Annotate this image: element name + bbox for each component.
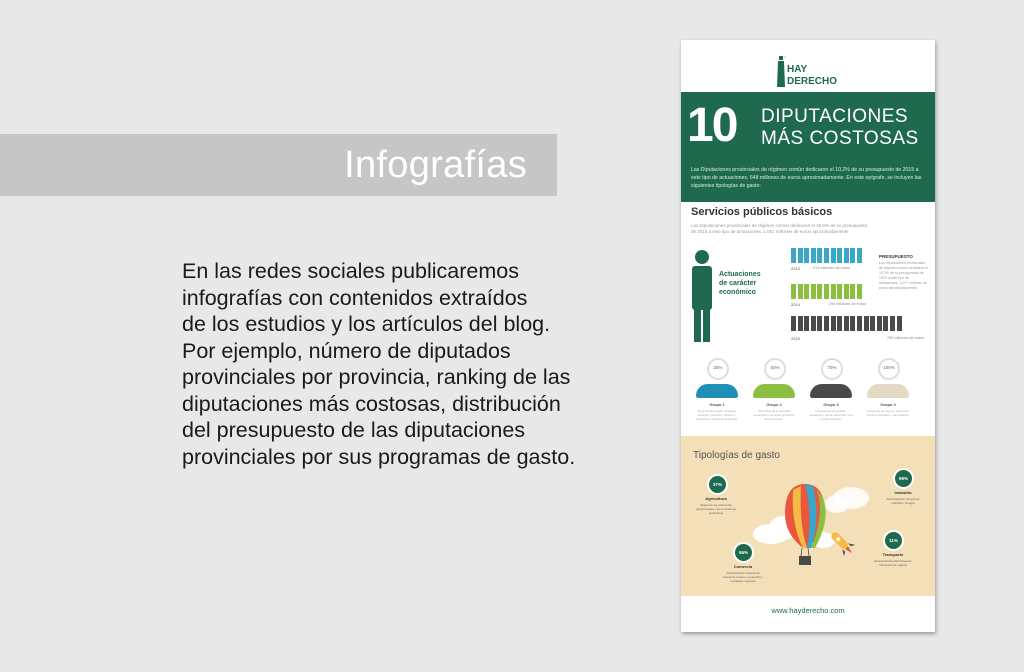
- person-icon: [791, 284, 796, 299]
- presupuesto-text: Las Diputaciones provinciales de régimen común dedicaron el 10,2% de su presupuesto de 2015 a este tipo de actuaciones, 1.077 millones de euros aproximadamente.: [879, 261, 929, 290]
- person-icon: [844, 316, 849, 331]
- group-mound: [696, 384, 738, 398]
- person-icon: [817, 248, 822, 263]
- tipologia-percent: 11%: [883, 530, 904, 551]
- person-icon: [824, 248, 829, 263]
- person-icon: [877, 316, 882, 331]
- actuaciones-line: económico: [719, 289, 756, 296]
- person-icon: [804, 316, 809, 331]
- person-icon: [850, 284, 855, 299]
- section-title: Servicios públicos básicos: [691, 206, 833, 218]
- group-text: Promoción de la actividad económica y del tejido productivo de la provincia.: [753, 409, 795, 421]
- tipologia-text: Administración General de Industria y energía: [886, 497, 920, 505]
- row-year: 2013: [791, 266, 800, 271]
- description-line: Por ejemplo, número de diputados: [182, 338, 511, 363]
- group-name: Grupo 1: [709, 402, 725, 407]
- person-icon: [864, 316, 869, 331]
- group-percent: [821, 358, 843, 380]
- description-line: diputaciones más costosas, distribución: [182, 391, 561, 416]
- person-icon: [791, 248, 796, 263]
- logo-text: DERECHO: [787, 76, 838, 87]
- group-name: Grupo 3: [823, 402, 839, 407]
- person-icon: [837, 316, 842, 331]
- description-line: infografías con contenidos extraídos: [182, 285, 528, 310]
- group-percent-value: 25%: [713, 365, 723, 370]
- tipologia-percent: 37%: [707, 474, 728, 495]
- description-line: provinciales por sus programas de gasto.: [182, 444, 576, 469]
- hero-intro: Las Diputaciones provinciales de régimen común dedicaron el 10,2% de su presupuesto de 2015 a este tipo de actuaciones, 648 millones de euros aproximadamente. En este epígrafe, se incluyen las siguientes tipologías de gasto:: [691, 167, 922, 189]
- group-text: Infraestructuras agrarias, ganadería y pesca, desarrollo rural y medio ambiente.: [809, 409, 853, 421]
- hero-block: [681, 92, 935, 202]
- person-icon: [804, 284, 809, 299]
- person-icon: [831, 284, 836, 299]
- person-icon: [824, 316, 829, 331]
- group-text: Transporte de viajeros, carreteras, caminos vecinales y vías públicas.: [866, 409, 910, 417]
- banner-title: Infografías: [344, 144, 527, 186]
- description-line: de los estudios y los artículos del blog.: [182, 312, 551, 336]
- group-percent: [707, 358, 729, 380]
- people-row: [791, 248, 864, 264]
- description-line: del presupuesto de las diputaciones: [182, 418, 526, 442]
- hot-air-balloon-icon: [785, 484, 826, 565]
- tipologia-label: Comercio: [733, 564, 753, 569]
- person-icon: [883, 316, 888, 331]
- tipologia-text: Administración General de Comercio, turismo y pequeñas y medianas empresas: [722, 571, 764, 583]
- person-icon: [857, 248, 862, 263]
- person-icon: [817, 284, 822, 299]
- group-percent-value: 100%: [883, 365, 895, 370]
- group-card: [693, 358, 741, 428]
- people-row: [791, 316, 903, 332]
- person-icon: [811, 248, 816, 263]
- person-icon: [811, 284, 816, 299]
- group-text: Fomento del empleo, Industria, Energía, Comercio, Turismo y Pequeñas y medianas empresas.: [696, 409, 738, 421]
- person-icon: [837, 248, 842, 263]
- person-icon: [798, 316, 803, 331]
- person-icon: [897, 316, 902, 331]
- description-text: [182, 258, 632, 470]
- group-percent: [764, 358, 786, 380]
- tipologias-section: [681, 436, 935, 596]
- group-mound: [867, 384, 909, 398]
- group-name: Grupo 4: [880, 402, 896, 407]
- group-mound: [810, 384, 852, 398]
- tipologia-percent: 69%: [893, 468, 914, 489]
- balloon-illustration: [741, 464, 891, 574]
- group-name: Grupo 2: [766, 402, 782, 407]
- actuaciones-label: [719, 270, 761, 297]
- people-row: [791, 284, 864, 300]
- row-year: 2014: [791, 302, 800, 307]
- person-icon: [857, 316, 862, 331]
- tipologia-text: Infraestructuras del transporte. Transporte de viajeros: [873, 559, 913, 567]
- person-icon: [857, 284, 862, 299]
- tipologias-heading: Tipologías de gasto: [693, 450, 780, 461]
- tipologia-label: Transporte: [882, 552, 904, 557]
- infographic-preview: [681, 40, 935, 632]
- person-icon: [791, 316, 796, 331]
- person-icon: [831, 248, 836, 263]
- person-icon: [798, 248, 803, 263]
- logo-text: HAY: [787, 64, 808, 75]
- group-card: [807, 358, 855, 428]
- person-icon: [798, 284, 803, 299]
- hero-subtitle: MÁS COSTOSAS: [761, 128, 919, 149]
- lighthouse-icon: [776, 54, 786, 88]
- actuaciones-line: Actuaciones: [719, 271, 761, 278]
- actuaciones-line: de carácter: [719, 280, 757, 287]
- person-icon: [870, 316, 875, 331]
- row-note: 294 millones de euros: [829, 302, 867, 306]
- tipologia-percent: 55%: [733, 542, 754, 563]
- tipologia-text: Mejora de las estructuras agropecuarias y de los sistemas productivos: [696, 503, 736, 515]
- person-icon: [817, 316, 822, 331]
- row-note: 213 millones de euros: [813, 266, 851, 270]
- person-icon: [844, 284, 849, 299]
- person-icon: [850, 248, 855, 263]
- group-card: [750, 358, 798, 428]
- person-icon: [837, 284, 842, 299]
- person-icon: [844, 248, 849, 263]
- section-text: Las Diputaciones provinciales de régimen común dedicaron el 16,5% de su presupuesto de 2015 a este tipo de actuaciones, 1.051 millones de euros aproximadamente.: [691, 223, 868, 234]
- group-percent: [878, 358, 900, 380]
- person-icon: [890, 316, 895, 331]
- description-line: En las redes sociales publicaremos: [182, 259, 519, 283]
- person-icon: [831, 316, 836, 331]
- website-link[interactable]: www.hayderecho.com: [771, 606, 845, 615]
- group-card: [864, 358, 912, 428]
- description-line: provinciales por provincia, ranking de las: [182, 365, 571, 389]
- person-icon: [691, 250, 713, 342]
- group-mound: [753, 384, 795, 398]
- row-note: 765 millones de euros: [887, 336, 925, 340]
- logo: [776, 50, 846, 90]
- person-icon: [850, 316, 855, 331]
- person-icon: [824, 284, 829, 299]
- tipologia-label: Industria: [894, 490, 912, 495]
- person-icon: [811, 316, 816, 331]
- presupuesto-heading: PRESUPUESTO: [879, 254, 913, 259]
- hero-title: DIPUTACIONES: [761, 106, 909, 127]
- tipologia-label: Agricultura: [705, 496, 727, 501]
- group-percent-value: 75%: [827, 365, 837, 370]
- section-banner: [0, 134, 557, 196]
- hero-number: 10: [687, 99, 737, 152]
- row-year: 2015: [791, 336, 800, 341]
- group-percent-value: 50%: [770, 365, 780, 370]
- person-icon: [804, 248, 809, 263]
